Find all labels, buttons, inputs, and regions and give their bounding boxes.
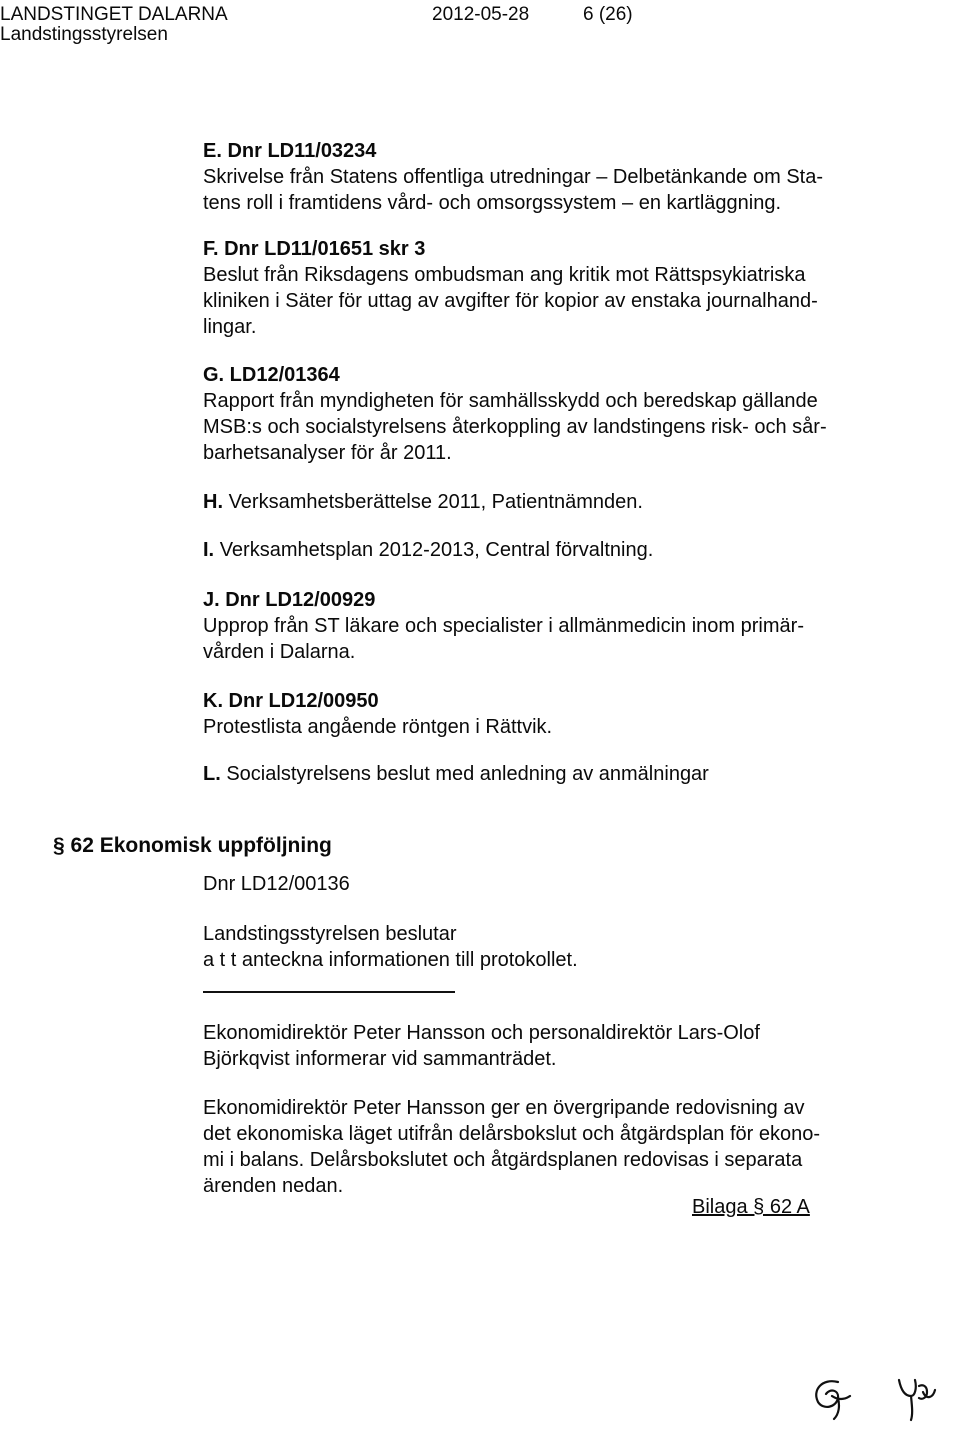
divider-rule <box>203 991 455 993</box>
item-title: J. Dnr LD12/00929 <box>203 589 376 611</box>
list-item-h <box>203 489 883 515</box>
paragraph-line: det ekonomiska läget utifrån delårsbokslut och åtgärdsplan för ekono- <box>203 1123 821 1145</box>
list-item-i <box>203 537 883 563</box>
item-text-line: tens roll i framtidens vård- och omsorgssystem – en kartläggning. <box>203 192 782 214</box>
item-title: F. Dnr LD11/01651 skr 3 <box>203 238 426 260</box>
paragraph-2 <box>203 1095 883 1199</box>
list-item-g <box>203 362 883 466</box>
paragraph-line: Björkqvist informerar vid sammanträdet. <box>203 1048 557 1070</box>
item-letter: I. <box>203 539 215 561</box>
item-text-line: vården i Dalarna. <box>203 641 356 663</box>
paragraph-line: mi i balans. Delårsbokslutet och åtgärdsplanen redovisas i separata <box>203 1149 803 1171</box>
list-item-e <box>203 138 883 216</box>
page-number: 6 (26) <box>583 4 633 25</box>
section-heading: § 62 Ekonomisk uppföljning <box>53 834 332 857</box>
list-item-f <box>203 236 883 340</box>
item-text-line: MSB:s och socialstyrelsens återkoppling av landstingens risk- och sår- <box>203 416 827 438</box>
item-text-line: barhetsanalyser för år 2011. <box>203 442 452 464</box>
item-text-line: Beslut från Riksdagens ombudsman ang kritik mot Rättspsykiatriska <box>203 264 806 286</box>
list-item-k <box>203 688 883 740</box>
decision-text: anteckna informationen till protokollet. <box>241 949 578 971</box>
list-item-j <box>203 587 883 665</box>
dnr-text: Dnr LD12/00136 <box>203 873 350 895</box>
item-letter: L. <box>203 763 221 785</box>
item-text-line: Skrivelse från Statens offentliga utredningar – Delbetänkande om Sta- <box>203 166 823 188</box>
decision-block <box>203 921 883 973</box>
item-title: E. Dnr LD11/03234 <box>203 140 377 162</box>
item-title: K. Dnr LD12/00950 <box>203 690 379 712</box>
department-name: Landstingsstyrelsen <box>0 24 168 45</box>
document-date: 2012-05-28 <box>432 4 530 25</box>
item-title: G. LD12/01364 <box>203 364 340 386</box>
org-name: LANDSTINGET DALARNA <box>0 4 228 25</box>
item-text-line: Protestlista angående röntgen i Rättvik. <box>203 716 553 738</box>
section-dnr <box>203 871 883 897</box>
item-text-line: lingar. <box>203 316 257 338</box>
item-text-line: kliniken i Säter för uttag av avgifter för kopior av enstaka journalhand- <box>203 290 818 312</box>
item-text: Verksamhetsplan 2012-2013, Central förvaltning. <box>219 539 654 561</box>
list-item-l <box>203 761 883 787</box>
signature-initials-left <box>808 1376 858 1422</box>
paragraph-line: Ekonomidirektör Peter Hansson och personaldirektör Lars-Olof <box>203 1022 760 1044</box>
paragraph-1 <box>203 1020 883 1072</box>
item-text-line: Rapport från myndigheten för samhällsskydd och beredskap gällande <box>203 390 818 412</box>
attachment-link[interactable]: Bilaga § 62 A <box>692 1196 810 1218</box>
item-text: Socialstyrelsens beslut med anledning av anmälningar <box>226 763 709 785</box>
paragraph-line: Ekonomidirektör Peter Hansson ger en övergripande redovisning av <box>203 1097 805 1119</box>
signature-initials-right <box>895 1376 945 1422</box>
decision-att: a t t <box>203 949 237 971</box>
decision-line: Landstingsstyrelsen beslutar <box>203 923 457 945</box>
item-letter: H. <box>203 491 223 513</box>
paragraph-line: ärenden nedan. <box>203 1175 344 1197</box>
item-text-line: Upprop från ST läkare och specialister i allmänmedicin inom primär- <box>203 615 804 637</box>
item-text: Verksamhetsberättelse 2011, Patientnämnden. <box>228 491 643 513</box>
